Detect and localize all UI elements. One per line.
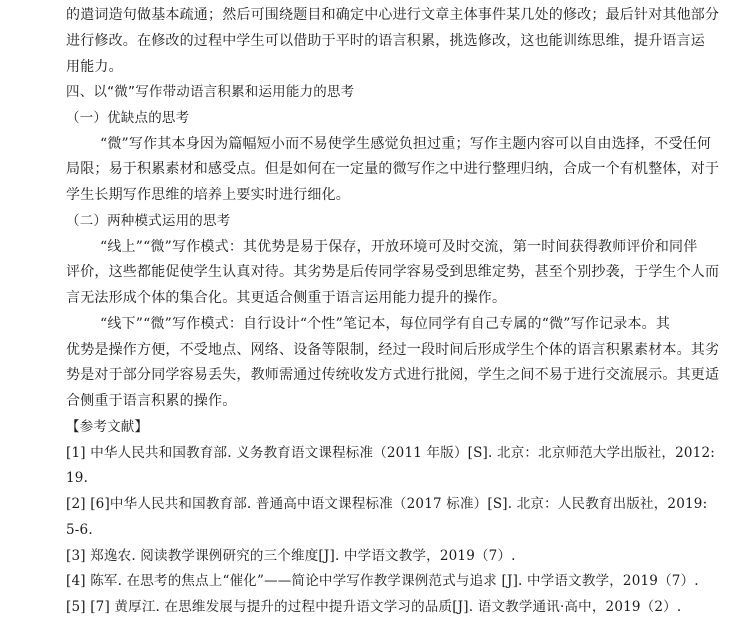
intro-line-2: 进行修改。在修改的过程中学生可以借助于平时的语言积累，挑选修改，这也能训练思维，提升语言运 [66, 32, 705, 49]
subsection-1-line-2: 局限；易于积累素材和感受点。但是如何在一定量的微写作之中进行整理归纳，合成一个有机整体，对于 [66, 161, 720, 178]
reference-item: [3] 郑逸农. 阅读教学课例研究的三个维度[J]. 中学语文教学，2019（7）. [66, 547, 516, 564]
offline-mode-line-3: 势是对于部分同学容易丢失，教师需通过传统收发方式进行批阅，学生之间不易于进行交流展示。其更适 [66, 367, 720, 384]
reference-item-continuation: 5-6. [66, 521, 93, 538]
intro-line-3: 用能力。 [66, 58, 123, 75]
reference-item: [4] 陈军. 在思考的焦点上“催化”——简论中学写作教学课例范式与追求 [J]. 中学语文教学，2019（7）. [66, 573, 699, 590]
intro-line-1: 的遣词造句做基本疏通；然后可围绕题目和确定中心进行文章主体事件某几处的修改；最后针对其他部分 [66, 7, 720, 23]
reference-item: [2] [6]中华人民共和国教育部. 普通高中语文课程标准（2017 标准）[S]. 北京：人民教育出版社，2019: [66, 496, 708, 512]
subsection-1-line-3: 学生长期写作思维的培养上要实时进行细化。 [66, 187, 350, 204]
reference-item: [1] 中华人民共和国教育部. 义务教育语文课程标准（2011 年版）[S]. 北京：北京师范大学出版社，2012: [66, 444, 716, 461]
offline-mode-line-1: “线下”“微”写作模式：自行设计“个性”笔记本，每位同学有自己专属的“微”写作记录本。其 [100, 315, 671, 332]
subsection-1-line-1: “微”写作其本身因为篇幅短小而不易使学生感觉负担过重；写作主题内容可以自由选择，不受任何 [100, 135, 712, 152]
offline-mode-line-4: 合侧重于语言积累的操作。 [66, 393, 237, 410]
subsection-2-heading: （二）两种模式运用的思考 [66, 212, 231, 229]
online-mode-line-1: “线上”“微”写作模式：其优势是易于保存，开放环境可及时交流，第一时间获得教师评价和同伴 [100, 238, 698, 255]
references-heading: 【参考文献】 [66, 418, 149, 435]
subsection-1-heading: （一）优缺点的思考 [66, 110, 190, 126]
section-4-heading: 四、以“微”写作带动语言积累和运用能力的思考 [66, 84, 355, 101]
offline-mode-line-2: 优势是操作方便，不受地点、网络、设备等限制，经过一段时间后形成学生个体的语言积累素材本。其劣 [66, 341, 720, 358]
online-mode-line-3: 言无法形成个体的集合化。其更适合侧重于语言运用能力提升的操作。 [66, 290, 507, 307]
reference-item-continuation: 19. [66, 470, 89, 487]
reference-item: [5] [7] 黄厚江. 在思维发展与提升的过程中提升语文学习的品质[J]. 语文教学通讯·高中，2019（2）. [66, 599, 682, 615]
online-mode-line-2: 评价，这些都能促使学生认真对待。其劣势是后传同学容易受到思维定势，甚至个别抄袭，于学生个人而 [66, 264, 720, 281]
